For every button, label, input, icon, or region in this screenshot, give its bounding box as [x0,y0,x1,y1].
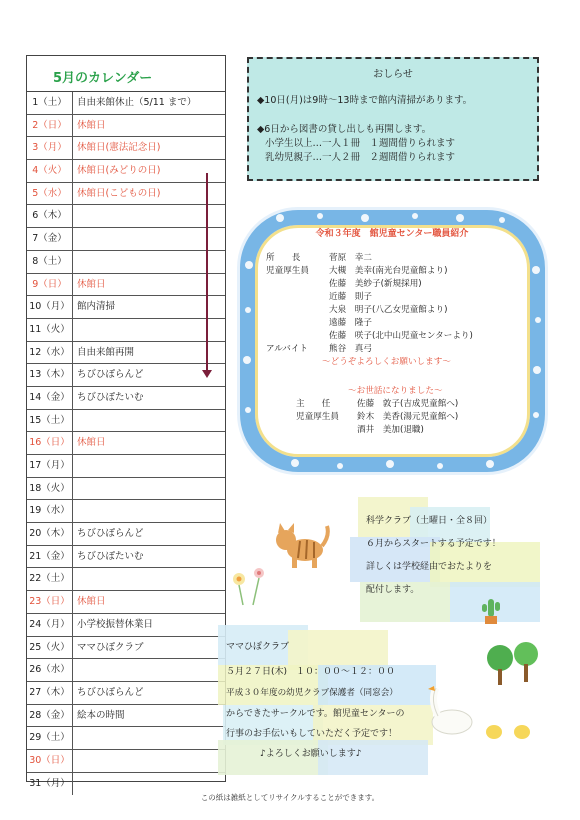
calendar-row [27,160,225,183]
staff-line [262,316,522,329]
science-line2: 詳しくは学校経由でおたよりを [366,562,493,572]
calendar-row [27,92,225,115]
calendar-row [27,750,225,773]
notice-title: おしらせ [373,69,413,80]
calendar-row [27,478,225,501]
calendar-date: 7（金） [27,228,73,250]
calendar-row [27,546,225,569]
calendar-date: 22（土） [27,568,73,590]
calendar-date: 12（水） [27,342,73,364]
staff-role: 所 長 [266,253,301,263]
staff-role: 児童厚生員 [266,266,309,276]
staff-greeting: ～どうぞよろしくお願いします～ [322,357,451,367]
calendar-event: ママひぽクラブ [77,641,144,653]
calendar-date: 31（月） [27,773,73,796]
calendar-event: 自由来館再開 [77,346,135,358]
calendar-event: ちびひぽらんど [77,369,144,381]
staff-line [262,303,522,316]
mama-date: ５月２７日(木) １０：００～１２：００ [226,667,396,677]
mama-line1: 平成３０年度の幼児クラブ保護者（同窓会） [226,688,398,698]
calendar-event: 休館日(こどもの日) [77,187,161,199]
calendar-row [27,568,225,591]
calendar-event: ちびひぽたいむ [77,550,144,562]
closure-period-arrow [206,173,208,373]
calendar-row [27,637,225,660]
calendar-date: 25（火） [27,637,73,659]
staff-line [262,264,522,277]
staff-name: 佐藤 美紗子(新規採用) [329,279,422,289]
calendar-event: 館内清掃 [77,301,116,313]
calendar-row [27,500,225,523]
staff-role: アルバイト [266,344,309,354]
mama-line3: 行事のお手伝いもしていただく予定です！ [226,729,398,739]
calendar-row [27,614,225,637]
calendar-date: 10（月） [27,296,73,318]
calendar-title: 5月のカレンダー [27,56,225,92]
staff-name: 大槻 美幸(南光台児童館より) [329,266,448,276]
staff-name: 菅原 幸二 [329,253,372,263]
calendar-date: 17（月） [27,455,73,477]
mama-line4: ♪よろしくお願いします♪ [260,749,362,759]
calendar-row [27,342,225,365]
staff-role: 児童厚生員 [296,412,339,422]
staff-name: 佐藤 咲子(北中山児童センターより) [329,331,473,341]
mama-line2: からできたサークルです。館児童センターの [226,709,405,719]
staff-line [262,290,522,303]
calendar-row [27,137,225,160]
calendar-row [27,659,225,682]
calendar-date: 26（水） [27,659,73,681]
calendar-row [27,432,225,455]
calendar-date: 20（木） [27,523,73,545]
staff-line [262,410,522,423]
calendar-row [27,682,225,705]
notice-box [247,57,539,181]
staff-name: 遠藤 隆子 [329,318,372,328]
calendar-row [27,523,225,546]
calendar-event: 休館日 [77,278,106,290]
calendar-event: ちびひぽらんど [77,528,144,540]
farewell-title: ～お世話になりました～ [348,386,443,396]
calendar [26,55,226,789]
calendar-date: 15（土） [27,410,73,432]
calendar-date: 28（金） [27,705,73,727]
calendar-event: 休館日(憲法記念日) [77,142,161,154]
farewell-members [262,397,522,436]
calendar-event: 絵本の時間 [77,709,125,721]
calendar-date: 6（木） [27,205,73,227]
calendar-date: 8（土） [27,251,73,273]
staff-line [262,329,522,342]
calendar-date: 9（日） [27,274,73,296]
staff-members [262,251,522,355]
science-line1: ６月からスタートする予定です！ [366,539,501,549]
calendar-row [27,387,225,410]
calendar-row [27,591,225,614]
arrow-down-icon [202,370,212,378]
calendar-date: 5（水） [27,183,73,205]
calendar-event: ちびひぽたいむ [77,391,144,403]
calendar-date: 23（日） [27,591,73,613]
calendar-date: 30（日） [27,750,73,772]
calendar-date: 21（金） [27,546,73,568]
footer-note: この紙は雑紙としてリサイクルすることができます。 [200,793,380,802]
calendar-event: 小学校振替休業日 [77,618,154,630]
staff-name: 熊谷 真弓 [329,344,372,354]
mama-title: ママひぽクラブ [226,642,290,652]
calendar-date: 3（月） [27,137,73,159]
staff-role: 主 任 [296,399,331,409]
staff-line [262,342,522,355]
calendar-row [27,228,225,251]
cat-icon [272,518,330,570]
calendar-event: ちびひぽらんど [77,686,144,698]
science-title: 科学クラブ（土曜日・全８回） [366,516,493,526]
calendar-row [27,319,225,342]
calendar-date: 16（日） [27,432,73,454]
calendar-event: 休館日 [77,119,106,131]
calendar-date: 19（水） [27,500,73,522]
calendar-row [27,455,225,478]
staff-line [262,251,522,264]
calendar-row [27,296,225,319]
calendar-event: 休館日 [77,437,106,449]
calendar-rows [27,92,225,795]
calendar-event: 休館日 [77,596,106,608]
notice-cleaning: ◆10日(月)は9時～13時まで館内清掃があります。 [257,95,473,106]
calendar-date: 18（火） [27,478,73,500]
calendar-event: 自由来館休止（5/11 まで） [77,97,197,108]
calendar-date: 2（日） [27,115,73,137]
calendar-row [27,705,225,728]
calendar-row [27,251,225,274]
calendar-event: 休館日(みどりの日) [77,165,161,177]
staff-line [262,277,522,290]
staff-title: 令和３年度 館児童センター職員紹介 [315,229,469,239]
calendar-date: 24（月） [27,614,73,636]
calendar-row [27,364,225,387]
calendar-date: 14（金） [27,387,73,409]
staff-name: 近藤 則子 [329,292,372,302]
calendar-date: 27（木） [27,682,73,704]
staff-name: 鈴木 美香(湯元児童館へ) [357,412,459,422]
notice-library-infant: 乳幼児親子…一人２冊 ２週間借りられます [265,152,456,163]
goose-icon [424,680,544,750]
cactus-icon [478,595,504,625]
calendar-date: 13（木） [27,364,73,386]
calendar-row [27,183,225,206]
staff-name: 大泉 明子(八乙女児童館より) [329,305,448,315]
staff-list [262,226,522,436]
staff-line [262,397,522,410]
flower-icon [225,565,275,607]
notice-library-elementary: 小学生以上…一人１冊 １週間借りられます [265,138,456,149]
calendar-date: 1（土） [27,92,73,114]
staff-name: 酒井 美加(退職) [357,425,424,435]
calendar-date: 11（火） [27,319,73,341]
calendar-row [27,205,225,228]
calendar-row [27,274,225,297]
notice-library: ◆6日から図書の貸し出しも再開します。 [257,124,432,135]
calendar-row [27,410,225,433]
calendar-date: 4（火） [27,160,73,182]
science-line3: 配付します。 [366,585,420,595]
calendar-row [27,727,225,750]
staff-line [262,423,522,436]
calendar-row [27,115,225,138]
calendar-date: 29（土） [27,727,73,749]
staff-name: 佐藤 敦子(吉成児童館へ) [357,399,459,409]
